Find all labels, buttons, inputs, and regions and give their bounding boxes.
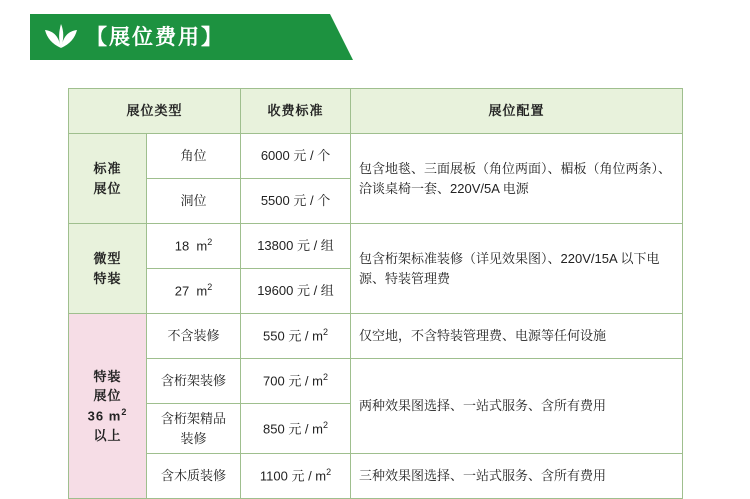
row-price: 850 元 / $m^2$ xyxy=(241,404,351,454)
group-label-line: 展位 xyxy=(93,180,122,196)
group-label-custom xyxy=(69,314,147,499)
row-price: 13800 元 / 组 xyxy=(241,224,351,269)
row-config: 仅空地，不含特装管理费、电源等任何设施 xyxy=(351,314,683,359)
group-label-line: 以上 xyxy=(93,427,122,443)
row-type: 27 $m^2$ xyxy=(147,269,241,314)
row-type: 洞位 xyxy=(147,179,241,224)
row-type: 含桁架装修 xyxy=(147,359,241,404)
row-type: 角位 xyxy=(147,134,241,179)
group-label-line: 36 $m^2$ xyxy=(87,406,128,424)
row-config: 三种效果图选择、一站式服务、含所有费用 xyxy=(351,454,683,499)
group-label-mini xyxy=(69,224,147,314)
group-label-line: 展位 xyxy=(93,388,122,404)
row-type: 不含装修 xyxy=(147,314,241,359)
row-type: 含桁架精品装修 xyxy=(147,404,241,454)
table-row xyxy=(69,454,683,499)
group-label-standard xyxy=(69,134,147,224)
row-price: 5500 元 / 个 xyxy=(241,179,351,224)
price-table xyxy=(68,88,683,499)
row-config: 两种效果图选择、一站式服务、含所有费用 xyxy=(351,359,683,454)
row-price: 19600 元 / 组 xyxy=(241,269,351,314)
row-price: 700 元 / $m^2$ xyxy=(241,359,351,404)
table-row xyxy=(69,314,683,359)
row-price: 550 元 / $m^2$ xyxy=(241,314,351,359)
table-row xyxy=(69,134,683,179)
group-label-line: 微型 xyxy=(93,251,122,266)
row-type-value: 27 xyxy=(174,283,190,299)
header-banner xyxy=(30,14,330,60)
row-config: 包含地毯、三面展板（角位两面）、楣板（角位两条）、洽谈桌椅一套、220V/5A 电源 xyxy=(351,134,683,224)
group-label-line: 特装 xyxy=(93,270,122,286)
table-row xyxy=(69,359,683,404)
table-header-row xyxy=(69,89,683,134)
row-config: 包含桁架标准装修（详见效果图）、220V/15A 以下电源、特装管理费 xyxy=(351,224,683,314)
header-config: 展位配置 xyxy=(351,89,683,134)
header-type: 展位类型 xyxy=(69,89,241,134)
group-label-line: 特装 xyxy=(93,368,122,384)
leaf-icon xyxy=(44,22,78,52)
header-price: 收费标准 xyxy=(241,89,351,134)
group-label-line: 标准 xyxy=(93,161,122,176)
row-type-value: 18 xyxy=(174,238,190,254)
price-table-container xyxy=(68,88,682,499)
row-price: 1100 元 / $m^2$ xyxy=(241,454,351,499)
banner-title: 【展位费用】 xyxy=(86,25,224,49)
row-price: 6000 元 / 个 xyxy=(241,134,351,179)
table-row xyxy=(69,224,683,269)
row-type: 18 $m^2$ xyxy=(147,224,241,269)
row-type: 含木质装修 xyxy=(147,454,241,499)
